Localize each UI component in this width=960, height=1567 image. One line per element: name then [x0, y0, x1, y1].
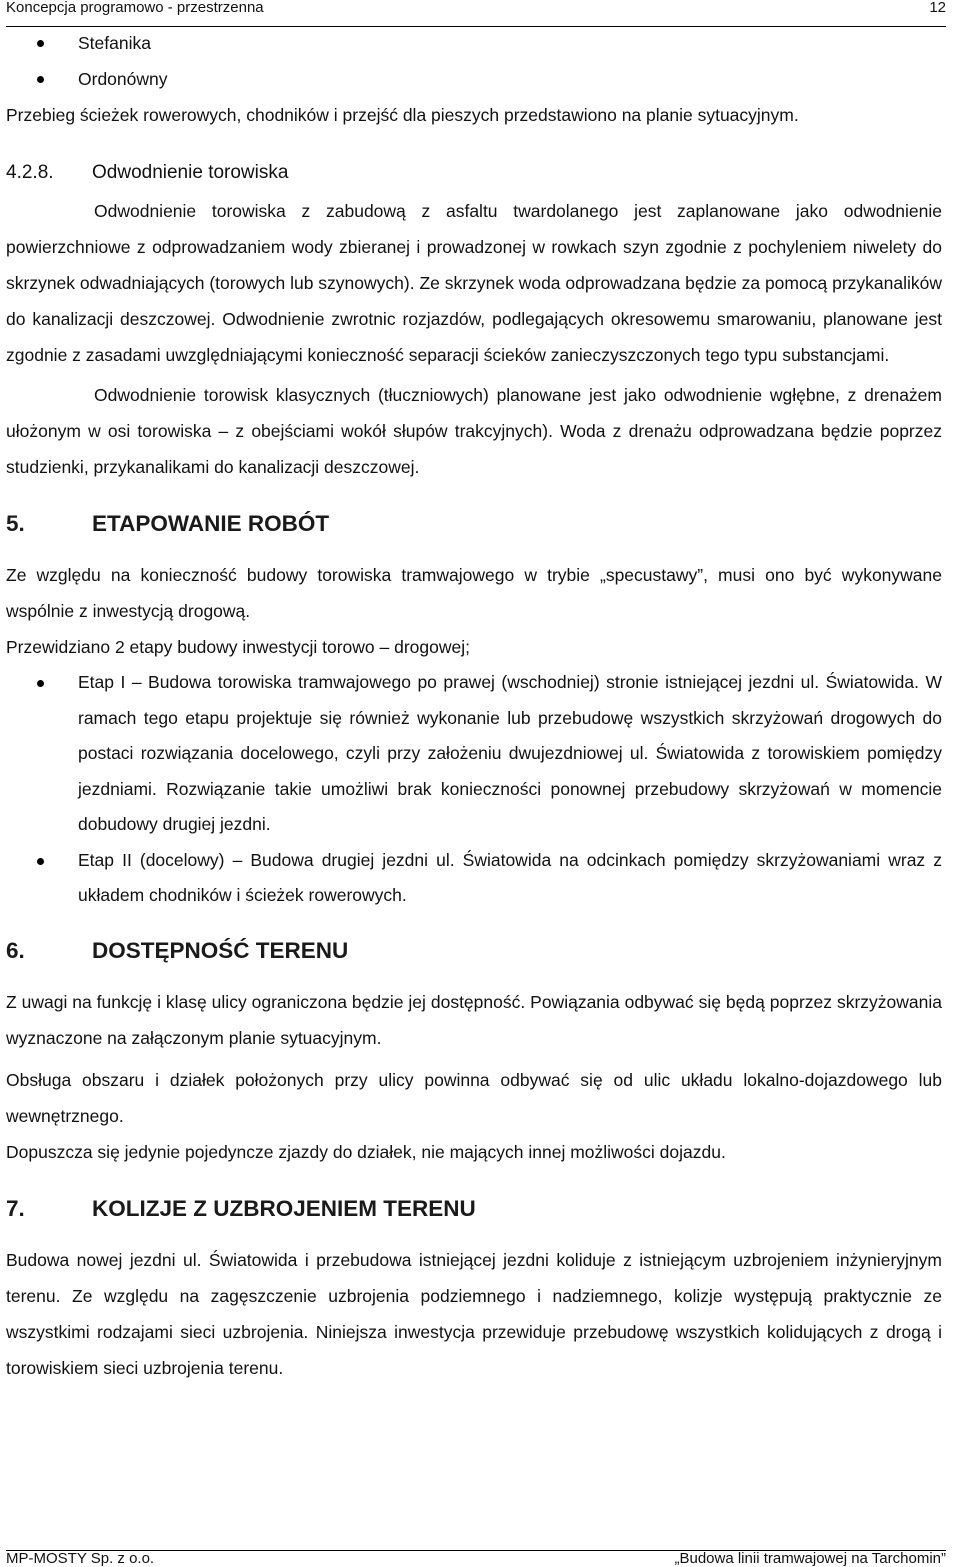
- company-name: MP-MOSTY Sp. z o.o.: [6, 1550, 155, 1567]
- section-number: 4.2.8.: [6, 162, 54, 183]
- section-heading-6: [6, 936, 942, 966]
- paragraph: Dopuszcza się jedynie pojedyncze zjazdy do działek, nie mających innej możliwości dojazdu.: [6, 1141, 726, 1162]
- document-title: Koncepcja programowo - przestrzenna: [6, 0, 264, 16]
- section-number: 7.: [6, 1195, 25, 1221]
- section-title: KOLIZJE Z UZBROJENIEM TERENU: [92, 1195, 476, 1221]
- paragraph: Z uwagi na funkcję i klasę ulicy ograniczona będzie jej dostępność. Powiązania odbywać się będą poprzez skrzyżowania wyznaczone na załączonym planie sytuacyjnym.: [6, 991, 942, 1048]
- street-list: [6, 25, 942, 97]
- stages-list: [6, 665, 942, 914]
- section-title: Odwodnienie torowiska: [92, 162, 289, 183]
- section-heading-5: [6, 509, 942, 539]
- list-item: Etap I – Budowa torowiska tramwajowego po prawej (wschodniej) stronie istniejącej jezdni ul. Światowida. W ramach tego etapu projektuje się również wykonanie lub przebudowę wszystkich skrzyżowań drogowych do postaci rozwiązania docelowego, czyli przy założeniu dwujezdniowej ul. Światowida z torowiskiem pomiędzy jezdniami. Rozwiązanie takie umożliwi brak konieczności ponownej przebudowy skrzyżowań w momencie dobudowy drugiej jezdni.: [6, 665, 942, 843]
- page-number: 12: [929, 0, 946, 16]
- document-body: [6, 25, 942, 1386]
- section-number: 5.: [6, 511, 25, 536]
- list-item: Etap II (docelowy) – Budowa drugiej jezdni ul. Światowida na odcinkach pomiędzy skrzyżowaniami wraz z układem chodników i ścieżek rowerowych.: [6, 843, 942, 914]
- section-heading-4-2-8: [6, 155, 942, 191]
- list-item: Stefanika: [6, 25, 942, 61]
- paragraph: Obsługa obszaru i działek położonych przy ulicy powinna odbywać się od ulic układu lokalno-dojazdowego lub wewnętrznego.: [6, 1069, 942, 1126]
- section-title: ETAPOWANIE ROBÓT: [92, 511, 330, 536]
- section-title: DOSTĘPNOŚĆ TERENU: [92, 937, 349, 963]
- paragraph: Ze względu na konieczność budowy torowiska tramwajowego w trybie „specustawy”, musi ono być wykonywane wspólnie z inwestycją drogową.: [6, 565, 942, 621]
- section-heading-7: [6, 1194, 942, 1224]
- list-item: Ordonówny: [6, 61, 942, 97]
- page-header: [6, 0, 946, 27]
- paragraph: Przewidziano 2 etapy budowy inwestycji torowo – drogowej;: [6, 637, 470, 657]
- paragraph: Odwodnienie torowiska z zabudową z asfaltu twardolanego jest zaplanowane jako odwodnienie powierzchniowe z odprowadzaniem wody zbieranej i prowadzonej w rowkach szyn zgodnie z pochyleniem niwelety do skrzynek odwadniających (torowych lub szynowych). Ze skrzynek woda odprowadzana będzie za pomocą przykanalików do kanalizacji deszczowej. Odwodnienie zwrotnic rozjazdów, podlegających okresowemu smarowaniu, planowane jest zgodnie z zasadami uwzględniającymi konieczność separacji ścieków zanieczyszczonych tego typu substancjami.: [6, 201, 942, 365]
- intro-paragraph: Przebieg ścieżek rowerowych, chodników i przejść dla pieszych przedstawiono na planie sytuacyjnym.: [6, 105, 799, 125]
- paragraph: Odwodnienie torowisk klasycznych (tłuczniowych) planowane jest jako odwodnienie wgłębne, z drenażem ułożonym w osi torowiska – z obejściami wokół słupów trakcyjnych). Woda z drenażu odprowadzana będzie poprzez studzienki, przykanalikami do kanalizacji deszczowej.: [6, 385, 942, 477]
- project-name: „Budowa linii tramwajowej na Tarchomin”: [674, 1550, 946, 1567]
- section-number: 6.: [6, 937, 25, 963]
- page-footer: [6, 1550, 946, 1567]
- paragraph: Budowa nowej jezdni ul. Światowida i przebudowa istniejącej jezdni koliduje z istniejącym uzbrojeniem inżynieryjnym terenu. Ze względu na zagęszczenie uzbrojenia podziemnego i nadziemnego, kolizje występują praktycznie ze wszystkimi rodzajami sieci uzbrojenia. Niniejsza inwestycja przewiduje przebudowę wszystkich kolidujących z drogą i torowiskiem sieci uzbrojenia terenu.: [6, 1249, 942, 1378]
